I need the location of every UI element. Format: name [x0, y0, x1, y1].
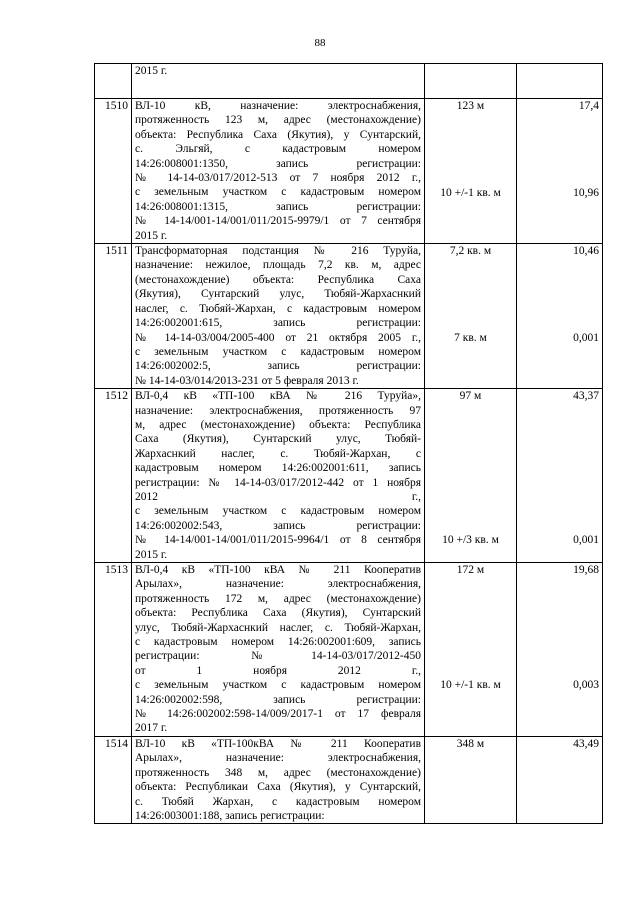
row-number: 1513 [95, 563, 132, 737]
object-description [132, 389, 425, 563]
row-number: 1510 [95, 99, 132, 244]
row-number: 1512 [95, 389, 132, 563]
description-line: (местонахождение) объекта: Республика Саха [135, 273, 421, 286]
description-line: назначение: электроснабжения, протяженность 97 [135, 404, 421, 417]
size-cell [425, 244, 517, 389]
table-row [95, 736, 603, 823]
description-line: Трансформаторная подстанция № 216 Туруйа, [135, 245, 421, 258]
description-line: с земельным участком с кадастровым номером [135, 679, 421, 692]
table-row [95, 244, 603, 389]
description-line: протяженность 123 м, адрес (местонахождение) [135, 114, 421, 127]
description-line: (Якутия), Сунтарский улус, Тюбяй-Жархаснкий [135, 288, 421, 301]
object-description [132, 99, 425, 244]
description-line: ВЛ-0,4 кВ «ТП-100 кВА № 211 Кооператив [135, 564, 421, 576]
description-line: с земельным участком с кадастровым номером [135, 186, 421, 199]
description-line: улус, Тюбяй-Жархаснкий наслег, с. Тюбяй-Жархан, [135, 621, 421, 634]
description-line: ВЛ-10 кВ «ТП-100кВА № 211 Кооператив [135, 737, 421, 750]
description-line: 2015 г. [135, 229, 168, 242]
value-cell [517, 389, 603, 563]
value-cell [517, 64, 603, 99]
description-line: № 14:26:002002:598-14/009/2017-1 от 17 февраля [135, 708, 421, 721]
land-plot-area: 10 +/3 кв. м [442, 534, 499, 547]
object-value: 19,68 [573, 564, 599, 576]
description-line: объекта: Республикаи Саха (Якутия), у Сунтарский, [135, 781, 421, 794]
object-value: 17,4 [578, 100, 599, 112]
land-plot-area: 7 кв. м [454, 332, 487, 345]
object-value: 43,49 [573, 737, 599, 750]
description-line: 14:26:003001:188, запись регистрации: [135, 809, 325, 822]
description-line: № 14-14/001-14/001/011/2015-9979/1 от 7 сентября [135, 215, 421, 228]
row-number: 1514 [95, 736, 132, 823]
description-line: ВЛ-10 кВ, назначение: электроснабжения, [135, 100, 421, 112]
description-line: № 14-14-03/014/2013-231 от 5 февраля 2013 г. [135, 374, 359, 387]
description-line: 14:26:002002:598, запись регистрации: [135, 693, 421, 706]
land-plot-area: 10 +/-1 кв. м [440, 187, 501, 199]
value-cell [517, 99, 603, 244]
description-line: с кадастровым номером 14:26:002001:609, запись [135, 636, 421, 649]
page-number: 88 [314, 37, 326, 49]
description-line: 2015 г. [135, 65, 168, 77]
land-plot-area: 10 +/-1 кв. м [440, 679, 501, 691]
object-size: 172 м [456, 564, 485, 576]
description-line: наслег, с. Тюбяй-Жархан, с кадастровым номером [135, 302, 421, 315]
description-line: Арылах», назначение: электроснабжения, [135, 578, 421, 591]
description-line: с земельным участком с кадастровым номером [135, 505, 421, 518]
description-line: № 14-14-03/017/2012-513 от 7 ноября 2012 г., [135, 172, 421, 185]
land-plot-value: 0,001 [573, 332, 599, 345]
description-line: 2015 г. [135, 548, 168, 561]
description-line: Жархаснкий наслег, с. Тюбяй-Жархан, с [135, 447, 421, 460]
property-registry-table [94, 63, 603, 824]
row-number [95, 64, 132, 99]
value-cell [517, 244, 603, 389]
registry-table-body [95, 64, 603, 824]
object-size: 123 м [456, 100, 485, 112]
description-line: 14:26:002002:543, запись регистрации: [135, 519, 421, 532]
description-line: объекта: Республика Саха (Якутия), у Сунтарский, [135, 128, 421, 141]
size-cell [425, 736, 517, 823]
description-line: протяженность 348 м, адрес (местонахождение) [135, 766, 421, 779]
description-line: с. Тюбяй Жархан, с кадастровым номером [135, 795, 421, 808]
value-cell [517, 563, 603, 737]
land-plot-value: 0,003 [573, 679, 599, 691]
description-line: Саха (Якутия), Сунтарский улус, Тюбяй- [135, 433, 421, 446]
object-size: 7,2 кв. м [449, 245, 492, 258]
table-row [95, 389, 603, 563]
description-line: с земельным участком с кадастровым номером [135, 345, 421, 358]
object-description [132, 563, 425, 737]
land-plot-value: 0,001 [573, 534, 599, 547]
table-row [95, 64, 603, 99]
size-cell [425, 99, 517, 244]
description-line: регистрации: № 14-14-03/017/2012-442 от 1 ноября [135, 476, 421, 489]
size-cell [425, 563, 517, 737]
table-row [95, 99, 603, 244]
description-line: 14:26:008001:1350, запись регистрации: [135, 157, 421, 170]
size-cell [425, 389, 517, 563]
object-size: 348 м [456, 737, 485, 750]
description-line: кадастровым номером 14:26:002001:611, запись [135, 462, 421, 475]
value-cell [517, 736, 603, 823]
row-number: 1511 [95, 244, 132, 389]
description-line: протяженность 172 м, адрес (местонахождение) [135, 592, 421, 605]
description-line: № 14-14-03/004/2005-400 от 21 октября 2005 г., [135, 331, 421, 344]
description-line: регистрации: №14-14-03/017/2012-450 [135, 650, 421, 663]
object-description [132, 64, 425, 99]
land-plot-value: 10,96 [573, 187, 599, 199]
description-line: 14:26:008001:1315, запись регистрации: [135, 200, 421, 213]
object-value: 10,46 [573, 245, 599, 258]
object-description [132, 736, 425, 823]
object-description [132, 244, 425, 389]
description-line: от 1 ноября 2012 г., [135, 664, 421, 677]
table-row [95, 563, 603, 737]
object-size: 97 м [459, 390, 482, 403]
description-line: ВЛ-0,4 кВ «ТП-100 кВА № 216 Туруйа», [135, 390, 421, 403]
description-line: 14:26:002001:615, запись регистрации: [135, 317, 421, 330]
description-line: с. Эльгяй, с кадастровым номером [135, 143, 421, 156]
description-line: объекта: Республика Саха (Якутия), Сунтарский [135, 607, 421, 620]
description-line: м, адрес (местонахождение) объекта: Республика [135, 418, 421, 431]
description-line: 2012 г., [135, 490, 421, 503]
size-cell [425, 64, 517, 99]
description-line: № 14-14/001-14/001/011/2015-9964/1 от 8 сентября [135, 534, 421, 547]
description-line: назначение: нежилое, площадь 7,2 кв. м, адрес [135, 259, 421, 272]
object-value: 43,37 [573, 390, 599, 403]
description-line: 14:26:002002:5, запись регистрации: [135, 360, 421, 373]
description-line: 2017 г. [135, 722, 168, 735]
description-line: Арылах», назначение: электроснабжения, [135, 752, 421, 765]
